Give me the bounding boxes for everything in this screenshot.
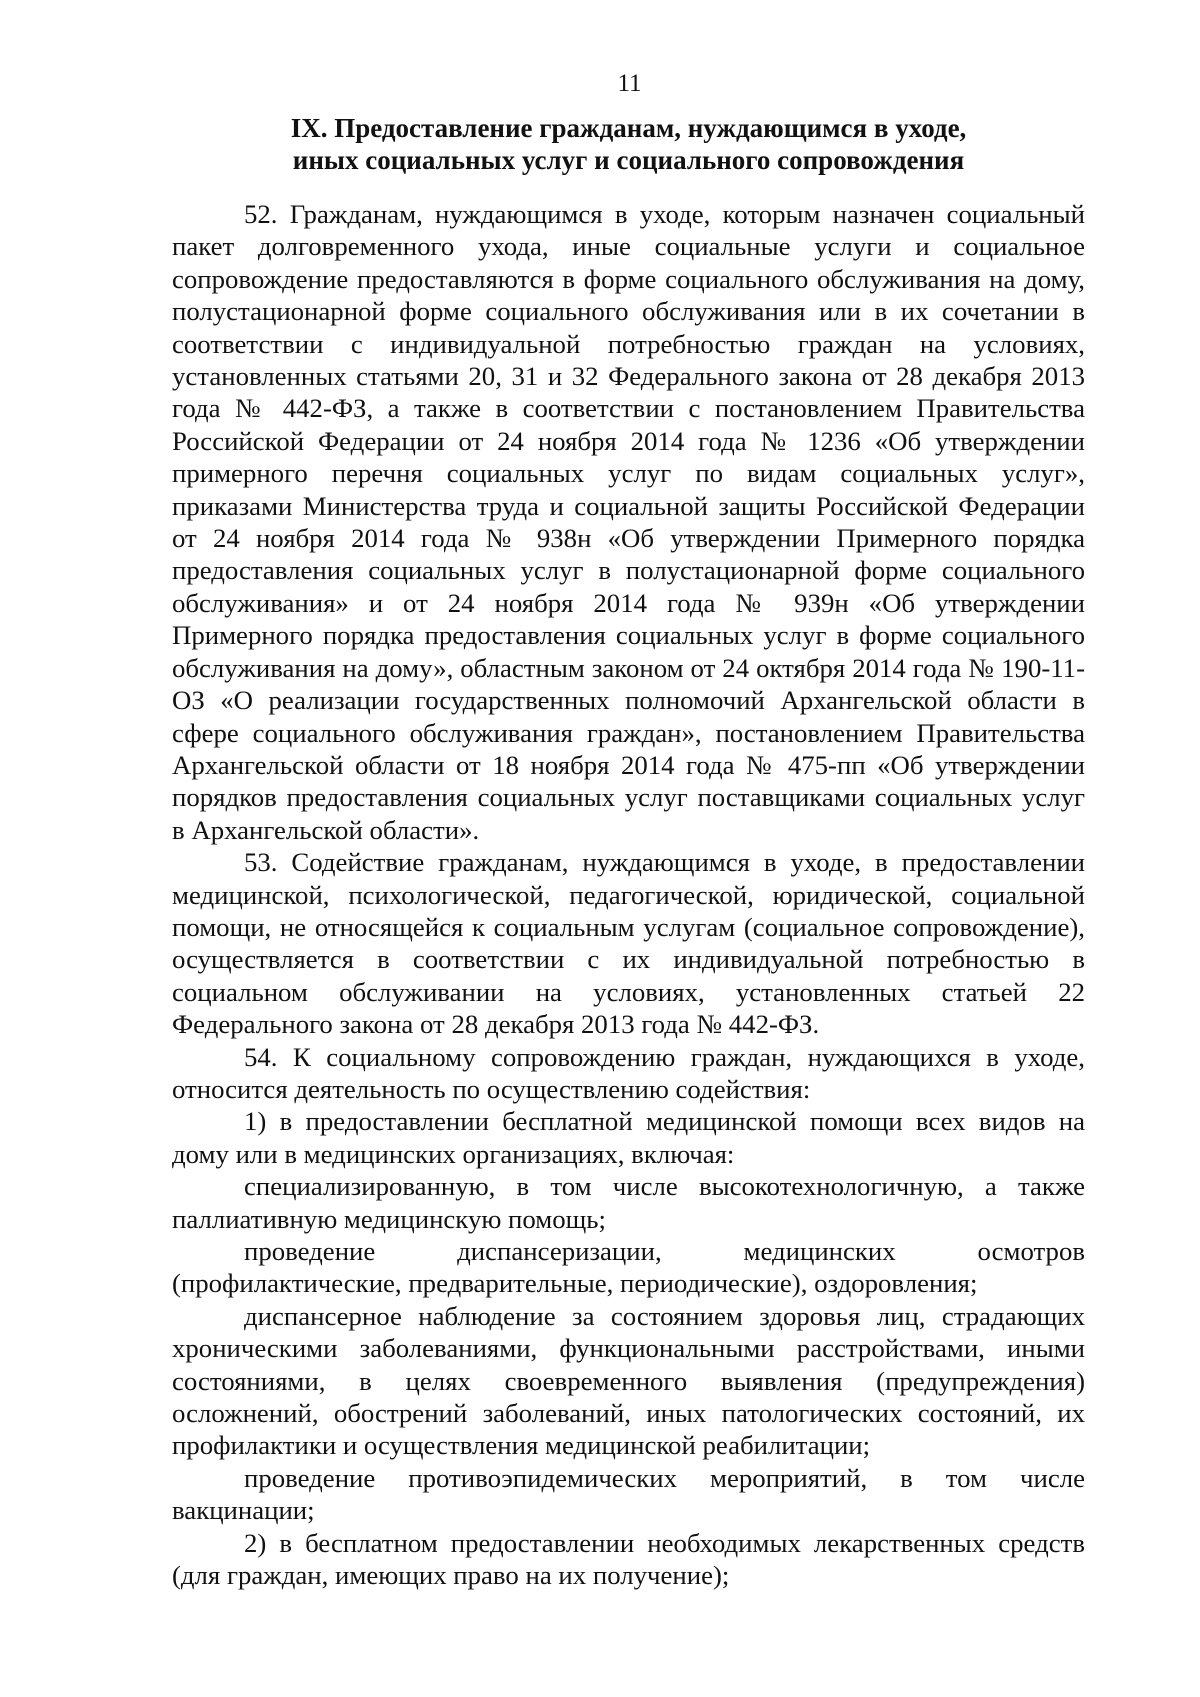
list-subitem-specialized-care: специализированную, в том числе высокотехнологичную, а также паллиативную медицинскую помощь; [172, 1171, 1085, 1234]
list-subitem-screenings: проведение диспансеризации, медицинских осмотров (профилактические, предварительные, периодические), оздоровления; [172, 1236, 1085, 1299]
paragraph-52: 52. Гражданам, нуждающимся в уходе, которым назначен социальный пакет долговременного ухода, иные социальные услуги и социальное сопровождение предоставляются в форме социального обслуживания на дому, полустационарной форме социального обслуживания или в их сочетании в соответствии с индивидуальной потребностью граждан на условиях, установленных статьями 20, 31 и 32 Федерального закона от 28 декабря 2013 года № 442-ФЗ, а также в соответствии с постановлением Правительства Российской Федерации от 24 ноября 2014 года № 1236 «Об утверждении примерного перечня социальных услуг по видам социальных услуг», приказами Министерства труда и социальной защиты Российской Федерации от 24 ноября 2014 года № 938н «Об утверждении Примерного порядка предоставления социальных услуг в полустационарной форме социального обслуживания» и от 24 ноября 2014 года № 939н «Об утверждении Примерного порядка предоставления социальных услуг в форме социального обслуживания на дому», областным законом от 24 октября 2014 года № 190-11-ОЗ «О реализации государственных полномочий Архангельской области в сфере социального обслуживания граждан», постановлением Правительства Архангельской области от 18 ноября 2014 года № 475-пп «Об утверждении порядков предоставления социальных услуг поставщиками социальных услуг в Архангельской области». [172, 199, 1085, 845]
document-body [172, 198, 1085, 1591]
list-item-2: 2) в бесплатном предоставлении необходимых лекарственных средств (для граждан, имеющих право на их получение); [172, 1527, 1085, 1591]
page-number: 11 [617, 70, 642, 97]
list-subitem-epidemic-measures: проведение противоэпидемических мероприятий, в том числе вакцинации; [172, 1462, 1085, 1526]
paragraph-54: 54. К социальному сопровождению граждан, нуждающихся в уходе, относится деятельность по осуществлению содействия: [172, 1041, 1085, 1104]
section-title-line-1: IX. Предоставление гражданам, нуждающимся в уходе, [290, 113, 967, 143]
paragraph-53: 53. Содействие гражданам, нуждающимся в уходе, в предоставлении медицинской, психологической, педагогической, юридической, социальной помощи, не относящейся к социальным услугам (социальное сопровождение), осуществляется в соответствии с их индивидуальной потребностью в социальном обслуживании на условиях, установленных статьей 22 Федерального закона от 28 декабря 2013 года № 442-ФЗ. [172, 847, 1085, 1040]
list-item-1: 1) в предоставлении бесплатной медицинской помощи всех видов на дому или в медицинских организациях, включая: [172, 1106, 1085, 1169]
section-title [172, 112, 1085, 176]
section-title-line-2: иных социальных услуг и социального сопровождения [292, 145, 965, 175]
list-subitem-dispensary-observation: диспансерное наблюдение за состоянием здоровья лиц, страдающих хроническими заболеваниями, функциональными расстройствами, иными состояниями, в целях своевременного выявления (предупреждения) осложнений, обострений заболеваний, иных патологических состояний, их профилактики и осуществления медицинской реабилитации; [172, 1300, 1085, 1461]
